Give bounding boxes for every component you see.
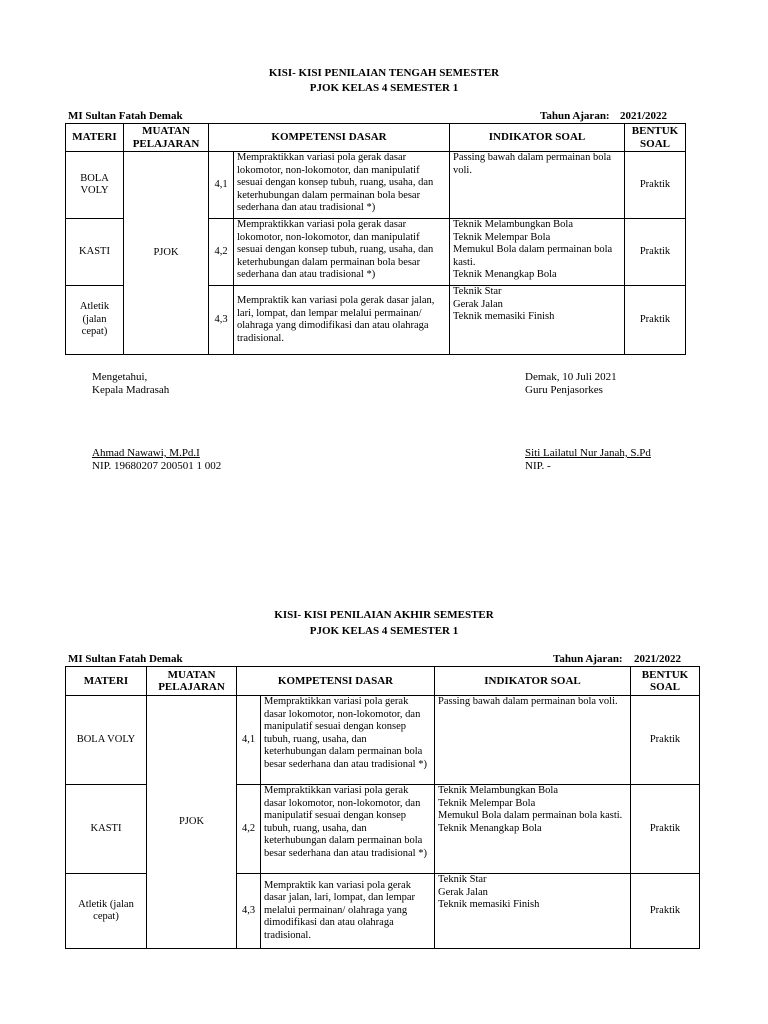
cell-muatan: PJOK: [147, 696, 237, 949]
signature-right-block: [525, 447, 651, 473]
header-kd: KOMPETENSI DASAR: [237, 667, 435, 696]
signature-left: [92, 371, 169, 397]
section1-title: KISI- KISI PENILAIAN TENGAH SEMESTER: [268, 67, 500, 79]
indikator-line: Teknik Star: [453, 286, 502, 297]
signature-left-line1: Mengetahui,: [92, 371, 148, 383]
cell-bentuk: Praktik: [631, 874, 700, 949]
cell-kd-number: 4,1: [237, 696, 261, 785]
section2-title: KISI- KISI PENILAIAN AKHIR SEMESTER: [274, 609, 494, 621]
signature-right-nip: NIP. -: [525, 460, 551, 472]
header-kd: KOMPETENSI DASAR: [209, 124, 450, 152]
cell-indikator: [450, 219, 625, 286]
table-row: [66, 696, 700, 785]
table-row: [66, 152, 686, 219]
signature-right-line1: Demak, 10 Juli 2021: [525, 371, 617, 383]
cell-kd-number: 4,2: [209, 219, 234, 286]
cell-kd: Mempraktikkan variasi pola gerak dasar lokomotor, non-lokomotor, dan manipulatif sesuai dengan konsep tubuh, ruang, usaha, dan keterhubungan dalam permainan bola besar sederhana dan atau tradisional *): [261, 785, 435, 874]
cell-materi: BOLA VOLY: [66, 696, 147, 785]
indikator-line: Teknik Star: [438, 874, 487, 885]
indikator-line: Teknik Menangkap Bola: [453, 269, 557, 280]
signature-right-name: Siti Lailatul Nur Janah, S.Pd: [525, 447, 651, 459]
cell-bentuk: Praktik: [631, 696, 700, 785]
cell-materi: KASTI: [66, 785, 147, 874]
indikator-line: Passing bawah dalam permainan bola voli.: [438, 696, 618, 707]
cell-kd: Mempraktik kan variasi pola gerak dasar jalan, lari, lompat, dan lempar melalui permainan/ olahraga yang dimodifikasi dan atau olahraga tradisional.: [234, 286, 450, 355]
cell-indikator: [450, 286, 625, 355]
cell-indikator: [450, 152, 625, 219]
section2-subtitle: PJOK KELAS 4 SEMESTER 1: [309, 625, 459, 637]
header-muatan: MUATAN PELAJARAN: [124, 124, 209, 152]
cell-indikator: [435, 785, 631, 874]
cell-kd: Mempraktikkan variasi pola gerak dasar lokomotor, non-lokomotor, dan manipulatif sesuai dengan konsep tubuh, ruang, usaha, dan keterhubungan dalam permainan bola besar sederhana dan atau tradisional *): [234, 152, 450, 219]
section1-year-value: 2021/2022: [620, 110, 668, 122]
cell-bentuk: Praktik: [625, 152, 686, 219]
signature-left-nip: NIP. 19680207 200501 1 002: [92, 460, 222, 472]
header-muatan: MUATAN PELAJARAN: [147, 667, 237, 696]
cell-kd-number: 4,3: [209, 286, 234, 355]
indikator-line: Teknik Melambungkan Bola: [453, 219, 573, 230]
indikator-line: Teknik memasiki Finish: [453, 311, 555, 322]
indikator-line: Gerak Jalan: [453, 298, 503, 310]
indikator-line: Teknik memasiki Finish: [438, 899, 540, 910]
cell-bentuk: Praktik: [631, 785, 700, 874]
signature-right-line2: Guru Penjasorkes: [525, 384, 603, 396]
section1-subtitle: PJOK KELAS 4 SEMESTER 1: [309, 82, 459, 94]
indikator-line: Teknik Melambungkan Bola: [438, 785, 558, 796]
section1-table: [65, 123, 686, 355]
section2-table: [65, 666, 700, 949]
header-bentuk: BENTUK SOAL: [625, 124, 686, 152]
signature-left-name: Ahmad Nawawi, M.Pd.I: [92, 447, 200, 459]
cell-kd: Mempraktikkan variasi pola gerak dasar lokomotor, non-lokomotor, dan manipulatif sesuai dengan konsep tubuh, ruang, usaha, dan keterhubungan dalam permainan bola besar sederhana dan atau tradisional *): [234, 219, 450, 286]
signature-right: [525, 371, 617, 397]
section1-year-label: Tahun Ajaran:: [540, 110, 610, 122]
header-materi: MATERI: [66, 124, 124, 152]
cell-materi: Atletik (jalan cepat): [66, 286, 124, 355]
indikator-line: Passing bawah dalam permainan bola voli.: [453, 152, 612, 176]
signature-left-line2: Kepala Madrasah: [92, 384, 170, 396]
header-bentuk: BENTUK SOAL: [631, 667, 700, 696]
indikator-line: Memukul Bola dalam permainan bola kasti.: [453, 244, 613, 268]
section2-year-label: Tahun Ajaran:: [553, 653, 623, 665]
table-header-row: [66, 667, 700, 696]
section2-year-value: 2021/2022: [634, 653, 682, 665]
cell-bentuk: Praktik: [625, 286, 686, 355]
header-indikator: INDIKATOR SOAL: [450, 124, 625, 152]
cell-kd: Mempraktik kan variasi pola gerak dasar jalan, lari, lompat, dan lempar melalui permainan/ olahraga yang dimodifikasi dan atau olahraga tradisional.: [261, 874, 435, 949]
indikator-line: Teknik Menangkap Bola: [438, 822, 542, 834]
header-indikator: INDIKATOR SOAL: [435, 667, 631, 696]
table-header-row: [66, 124, 686, 152]
indikator-line: Memukul Bola dalam permainan bola kasti.: [438, 810, 623, 821]
section2-school: MI Sultan Fatah Demak: [68, 653, 183, 665]
cell-indikator: [435, 874, 631, 949]
cell-kd: Mempraktikkan variasi pola gerak dasar lokomotor, non-lokomotor, dan manipulatif sesuai dengan konsep tubuh, ruang, usaha, dan keterhubungan dalam permainan bola besar sederhana dan atau tradisional *): [261, 696, 435, 785]
cell-materi: Atletik (jalan cepat): [66, 874, 147, 949]
indikator-line: Teknik Melempar Bola: [438, 797, 536, 809]
cell-muatan: PJOK: [124, 152, 209, 355]
cell-materi: BOLA VOLY: [66, 152, 124, 219]
cell-kd-number: 4,3: [237, 874, 261, 949]
signature-left-block: [92, 447, 221, 473]
cell-bentuk: Praktik: [625, 219, 686, 286]
cell-kd-number: 4,1: [209, 152, 234, 219]
section1-school: MI Sultan Fatah Demak: [68, 110, 183, 122]
cell-indikator: [435, 696, 631, 785]
cell-materi: KASTI: [66, 219, 124, 286]
indikator-line: Gerak Jalan: [438, 886, 488, 898]
cell-kd-number: 4,2: [237, 785, 261, 874]
indikator-line: Teknik Melempar Bola: [453, 231, 551, 243]
header-materi: MATERI: [66, 667, 147, 696]
